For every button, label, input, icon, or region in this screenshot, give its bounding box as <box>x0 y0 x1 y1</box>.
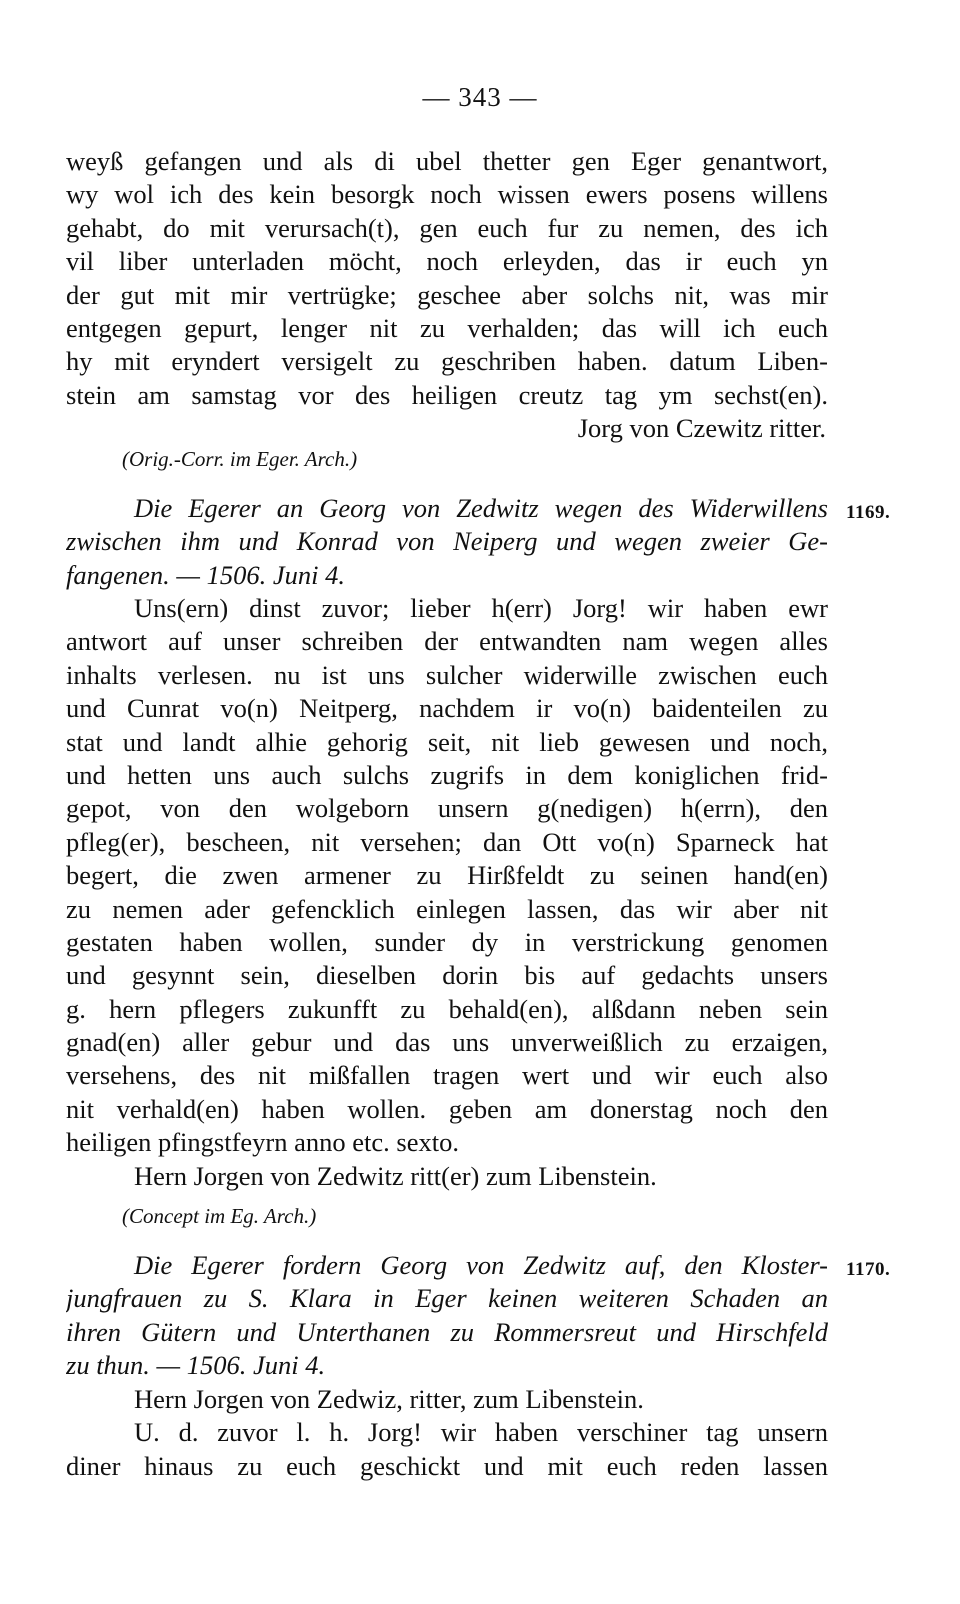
entry-1170-body <box>66 1383 828 1483</box>
entry-heading-line: zwischen ihm und Konrad von Neiperg und wegen zweier Ge- <box>66 526 828 557</box>
entry-1169-body <box>66 592 828 1193</box>
text-line: U. d. zuvor l. h. Jorg! wir haben verschiner tag unsern <box>134 1417 828 1448</box>
source-citation: (Concept im Eg. Arch.) <box>122 1204 317 1228</box>
entry-heading-line: jungfrauen zu S. Klara in Eger keinen weiteren Schaden an <box>66 1283 828 1314</box>
text-line: entgegen gepurt, lenger nit zu verhalden; das will ich euch <box>66 312 828 343</box>
text-line: stat und landt alhie gehorig seit, nit lieb gewesen und noch, <box>66 726 828 757</box>
address-line: Hern Jorgen von Zedwiz, ritter, zum Libenstein. <box>134 1384 644 1414</box>
source-citation: (Orig.-Corr. im Eger. Arch.) <box>122 447 358 471</box>
text-line: Uns(ern) dinst zuvor; lieber h(err) Jorg! wir haben ewr <box>134 593 828 623</box>
entry-number: 1169. <box>846 502 891 523</box>
text-line: und hetten uns auch sulchs zugrifs in dem koniglichen frid- <box>66 759 828 790</box>
text-line: heiligen pfingstfeyrn anno etc. sexto. <box>66 1127 459 1158</box>
text-line: hy mit eryndert versigelt zu geschriben haben. datum Liben- <box>66 346 828 377</box>
text-line: inhalts verlesen. nu ist uns sulcher widerwille zwischen euch <box>66 659 828 690</box>
text-line: stein am samstag vor des heiligen creutz tag ym sechst(en). <box>66 379 828 410</box>
text-line: der gut mit mir vertrügke; geschee aber solchs nit, was mir <box>66 279 828 310</box>
address-line: Hern Jorgen von Zedwitz ritt(er) zum Libenstein. <box>134 1160 657 1191</box>
entry-1169-heading <box>66 492 828 592</box>
text-line: antwort auf unser schreiben der entwandten nam wegen alles <box>66 626 828 657</box>
text-line: g. hern pflegers zukunfft zu behald(en), alßdann neben sein <box>66 993 828 1024</box>
text-line: begert, die zwen armener zu Hirßfeldt zu seinen hand(en) <box>66 860 828 891</box>
text-line: gepot, von den wolgeborn unsern g(nedigen) h(errn), den <box>66 793 828 824</box>
page-number: — 343 — <box>422 82 538 112</box>
entry-heading-line: fangenen. — 1506. Juni 4. <box>66 559 345 590</box>
text-line: pfleg(er), bescheen, nit versehen; dan Ott vo(n) Sparneck hat <box>66 826 828 857</box>
text-line: versehens, des nit mißfallen tragen wert und wir euch also <box>66 1060 828 1091</box>
text-line: und gesynnt sein, dieselben dorin bis auf gedachts unsers <box>66 960 828 991</box>
entry-heading-line: Die Egerer fordern Georg von Zedwitz auf, den Kloster- <box>134 1250 828 1280</box>
entry-heading-line: zu thun. — 1506. Juni 4. <box>66 1350 326 1381</box>
text-line: und Cunrat vo(n) Neitperg, nachdem ir vo(n) baidenteilen zu <box>66 693 828 724</box>
source-note <box>66 1200 828 1233</box>
entry-heading-line: ihren Gütern und Unterthanen zu Rommersreut und Hirschfeld <box>66 1316 828 1347</box>
text-line: zu nemen ader gefencklich einlegen lassen, das wir aber nit <box>66 893 828 924</box>
text-line: gnad(en) aller gebur und das uns unverweißlich zu erzaigen, <box>66 1027 828 1058</box>
text-line: nit verhald(en) haben wollen. geben am donerstag noch den <box>66 1093 828 1124</box>
text-line: vil liber unterladen möcht, noch erleyden, das ir euch yn <box>66 246 828 277</box>
text-line: gehabt, do mit verursach(t), gen euch fur zu nemen, des ich <box>66 212 828 243</box>
letter-continuation <box>66 145 828 446</box>
source-note <box>66 443 828 476</box>
text-line: diner hinaus zu euch geschickt und mit euch reden lassen <box>66 1450 828 1481</box>
entry-heading-line: Die Egerer an Georg von Zedwitz wegen des Widerwillens <box>134 493 828 523</box>
signature: Jorg von Czewitz ritter. <box>577 413 826 444</box>
text-line: wy wol ich des kein besorgk noch wissen ewers posens willens <box>66 179 828 210</box>
entry-number: 1170. <box>846 1259 891 1280</box>
text-line: gestaten haben wollen, sunder dy in verstrickung genomen <box>66 926 828 957</box>
entry-1170-heading <box>66 1249 828 1383</box>
text-line: weyß gefangen und als di ubel thetter gen Eger genantwort, <box>66 146 828 176</box>
